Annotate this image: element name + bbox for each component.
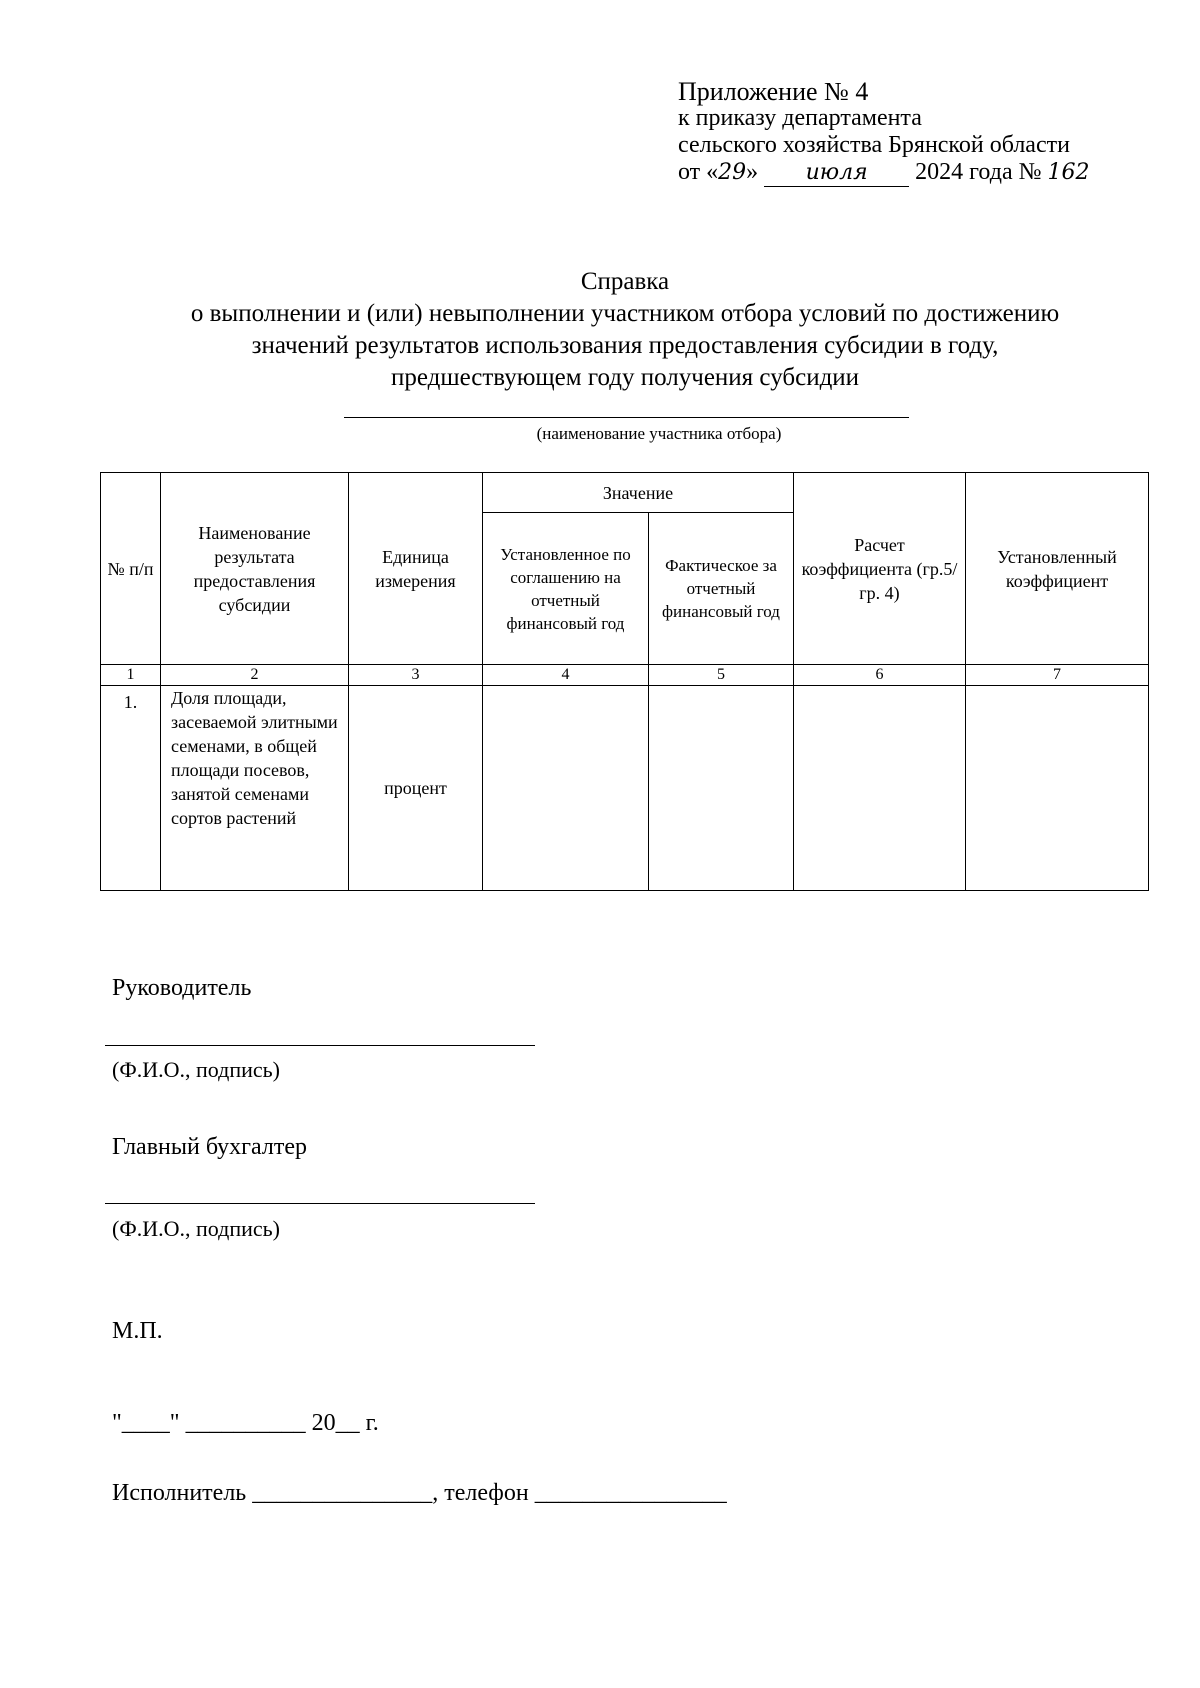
row-coefficient-calc: [794, 686, 966, 891]
order-month: июля: [764, 159, 909, 187]
header-col-result-name: Наименование результата предоставления субсидии: [161, 473, 349, 665]
row-result-name: Доля площади, засеваемой элитными семенами, в общей площади посевов, занятой семенами сортов растений: [161, 686, 349, 891]
column-number: 6: [794, 665, 966, 686]
row-actual-value: [649, 686, 794, 891]
row-planned-value: [483, 686, 649, 891]
executor-line: Исполнитель _______________, телефон ________________: [112, 1480, 727, 1506]
accountant-label: Главный бухгалтер: [112, 1134, 307, 1160]
appendix-department: сельского хозяйства Брянской области: [678, 132, 1070, 158]
date-line: "____" __________ 20__ г.: [112, 1410, 379, 1436]
column-numbers-row: [101, 665, 1149, 686]
results-table: [100, 472, 1149, 891]
title-line-3: значений результатов использования предоставления субсидии в году,: [251, 332, 999, 359]
row-set-coefficient: [966, 686, 1149, 891]
date-prefix: от «: [678, 159, 719, 185]
header-col-unit: Единица измерения: [349, 473, 483, 665]
participant-caption: (наименование участника отбора): [536, 424, 782, 443]
order-year-text: 2024 года №: [915, 159, 1042, 185]
stamp-mark: М.П.: [112, 1318, 163, 1344]
column-number: 5: [649, 665, 794, 686]
row-unit: процент: [349, 686, 483, 891]
participant-name-line: [344, 417, 909, 418]
header-col-planned: Установленное по соглашению на отчетный финансовый год: [483, 513, 649, 665]
order-day: 29: [718, 160, 747, 185]
row-number: 1.: [101, 686, 161, 891]
accountant-signature-line: [105, 1203, 535, 1204]
column-number: 1: [101, 665, 161, 686]
head-caption: (Ф.И.О., подпись): [112, 1057, 280, 1082]
column-number: 2: [161, 665, 349, 686]
header-col-coefficient-calc: Расчет коэффициента (гр.5/гр. 4): [794, 473, 966, 665]
column-number: 4: [483, 665, 649, 686]
appendix-title: Приложение № 4: [678, 77, 869, 106]
head-signature-line: [105, 1045, 535, 1046]
order-number: 162: [1047, 160, 1090, 185]
header-col-number: № п/п: [101, 473, 161, 665]
appendix-header: [678, 78, 1090, 187]
header-group-value: Значение: [483, 473, 794, 513]
header-col-actual: Фактическое за отчетный финансовый год: [649, 513, 794, 665]
accountant-caption: (Ф.И.О., подпись): [112, 1216, 280, 1241]
appendix-order-ref: к приказу департамента: [678, 105, 922, 131]
title-line-4: предшествующем году получения субсидии: [390, 364, 860, 391]
date-close-quote: »: [746, 159, 759, 185]
order-date-row: [678, 159, 1090, 187]
title-line-2: о выполнении и (или) невыполнении участником отбора условий по достижению: [190, 300, 1060, 327]
table-row: [101, 686, 1149, 891]
header-col-set-coefficient: Установленный коэффициент: [966, 473, 1149, 665]
document-title: [100, 266, 1150, 394]
head-label: Руководитель: [112, 975, 252, 1001]
title-line-1: Справка: [580, 268, 670, 295]
column-number: 7: [966, 665, 1149, 686]
column-number: 3: [349, 665, 483, 686]
